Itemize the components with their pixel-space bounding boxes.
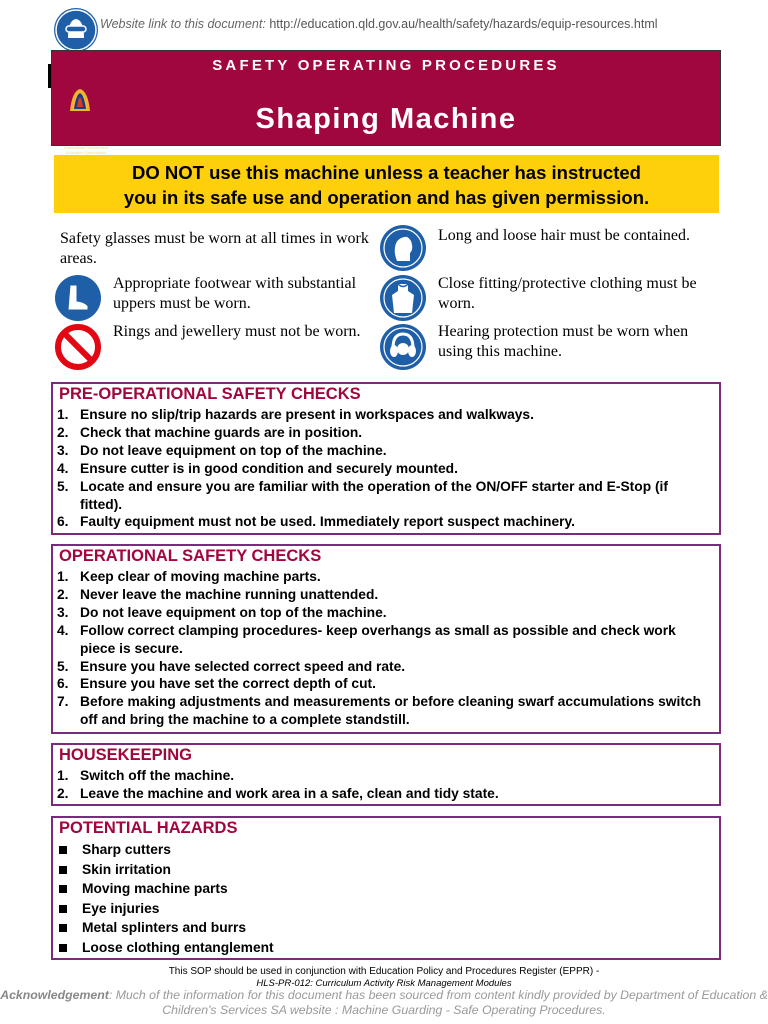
list-item-number: 4. [57,622,69,638]
list-item [57,604,707,622]
section-title: OPERATIONAL SAFETY CHECKS [59,547,322,565]
no-jewellery-icon [54,323,102,371]
bullet-square-icon [59,885,67,893]
page-title: Shaping Machine [255,103,517,135]
list-item-text: Faulty equipment must not be used. Immediately report suspect machinery. [80,514,576,530]
list-item-number: 1. [57,768,69,783]
list-item [57,424,707,442]
hazard-text: Eye injuries [82,900,160,916]
footer-eppr-note: This SOP should be used in conjunction with Education Policy and Procedures Register (EPPR) - [168,966,600,977]
hazard-text: Loose clothing entanglement [82,939,274,955]
list-item-number: 3. [57,442,69,458]
list-item [57,658,707,676]
section-title: POTENTIAL HAZARDS [59,819,238,837]
list-item-text: Do not leave equipment on top of the machine. [80,604,387,620]
ppe-hearing-text: Hearing protection must be worn when using this machine. [438,323,689,360]
bullet-square-icon [59,944,67,952]
list-item-text: Ensure no slip/trip hazards are present in workspaces and walkways. [80,407,534,422]
header-subtitle: SAFETY OPERATING PROCEDURES [212,57,560,74]
list-item-number: 7. [57,694,69,710]
protective-apron-icon [380,275,426,321]
list-item-text: Follow correct clamping procedures- keep overhangs as small as possible and check work piece is secure. [80,622,676,656]
hazard-item [57,899,707,919]
list-item-number: 4. [57,460,69,476]
bullet-square-icon [59,924,67,932]
op-checks-list [57,568,707,729]
list-item-number: 2. [57,424,69,440]
hazard-text: Skin irritation [82,861,171,877]
bullet-square-icon [59,866,67,874]
list-item-number: 6. [57,514,69,530]
warning-banner [54,155,719,213]
safety-boot-icon [55,275,101,321]
list-item-text: Do not leave equipment on top of the machine. [80,442,387,458]
list-item-text: Ensure cutter is in good condition and securely mounted. [80,460,458,476]
list-item-text: Leave the machine and work area in a safe, clean and tidy state. [80,785,499,801]
list-item [57,513,707,531]
ppe-jewellery-text: Rings and jewellery must not be worn. [113,323,361,340]
hazard-text: Moving machine parts [82,881,228,896]
pre-operational-checks [51,382,721,535]
link-url[interactable]: http://education.qld.gov.au/health/safety/hazards/equip-resources.html [269,17,658,31]
hair-net-icon [380,225,426,271]
section-title: PRE-OPERATIONAL SAFETY CHECKS [59,385,361,403]
list-item-text: Before making adjustments and measurements or before cleaning swarf accumulations switch off and bring the machine to a complete standstill. [80,694,702,728]
ppe-glasses-text: Safety glasses must be worn at all times in work areas. [60,230,369,267]
list-item [57,406,707,424]
list-item [57,568,707,586]
list-item [57,693,707,729]
list-item-number: 1. [57,569,69,584]
hazard-item [57,840,707,860]
list-item-text: Locate and ensure you are familiar with the operation of the ON/OFF starter and E-Stop (if fitted). [80,478,668,512]
bullet-square-icon [59,905,67,913]
list-item [57,785,707,803]
list-item-text: Keep clear of moving machine parts. [80,569,321,584]
footer-module-ref: HLS-PR-012: Curriculum Activity Risk Management Modules [256,978,512,989]
list-item [57,586,707,604]
ppe-clothing-text: Close fitting/protective clothing must be worn. [438,275,697,312]
hazard-text: Sharp cutters [82,842,171,857]
logo-text: Queensland Government Education Queensland [63,145,109,155]
ack-label: Acknowledgement [0,988,109,1002]
hazard-item [57,918,707,938]
warning-line-1: DO NOT use this machine unless a teacher has instructed [132,162,641,183]
list-item-text: Ensure you have set the correct depth of cut. [80,676,376,692]
hazards-list [57,840,707,957]
link-prefix: Website link to this document: [100,17,266,31]
bullet-square-icon [59,846,67,854]
header-band [51,50,721,155]
list-item [57,442,707,460]
hazard-item [57,938,707,958]
ear-muffs-icon [380,324,426,370]
footer-acknowledgement [0,988,768,1018]
list-item-number: 5. [57,478,69,494]
list-item [57,622,707,658]
list-item-number: 2. [57,785,69,801]
list-item-number: 6. [57,676,69,692]
list-item [57,675,707,693]
housekeeping-list [57,767,707,803]
list-item-text: Ensure you have selected correct speed and rate. [80,658,406,674]
list-item-number: 1. [57,407,69,422]
document-link[interactable] [100,17,658,31]
housekeeping [51,743,721,806]
list-item-text: Never leave the machine running unattended. [80,586,379,602]
pre-checks-list [57,406,707,531]
list-item-text: Check that machine guards are in position. [80,424,363,440]
list-item [57,460,707,478]
list-item-number: 3. [57,604,69,620]
hazard-item [57,860,707,880]
potential-hazards [51,816,721,960]
hazard-text: Metal splinters and burrs [82,920,247,935]
list-item [57,478,707,514]
ack-text: : Much of the information for this document has been sourced from content kindly provided by Department of Education & Children's Services SA website : Machine Guarding - Safe Operating Procedures. [108,988,768,1017]
operational-checks [51,544,721,734]
top-bar [0,8,768,48]
warning-line-2: you in its safe use and operation and has given permission. [123,187,650,208]
hazard-item [57,879,707,899]
list-item-number: 2. [57,586,69,602]
ppe-hair-text: Long and loose hair must be contained. [438,227,690,244]
ppe-footwear-text: Appropriate footwear with substantial uppers must be worn. [113,275,357,312]
list-item [57,767,707,785]
list-item-number: 5. [57,658,69,674]
safety-glasses-icon [54,8,98,52]
list-item-text: Switch off the machine. [80,768,235,783]
section-title: HOUSEKEEPING [59,746,192,764]
